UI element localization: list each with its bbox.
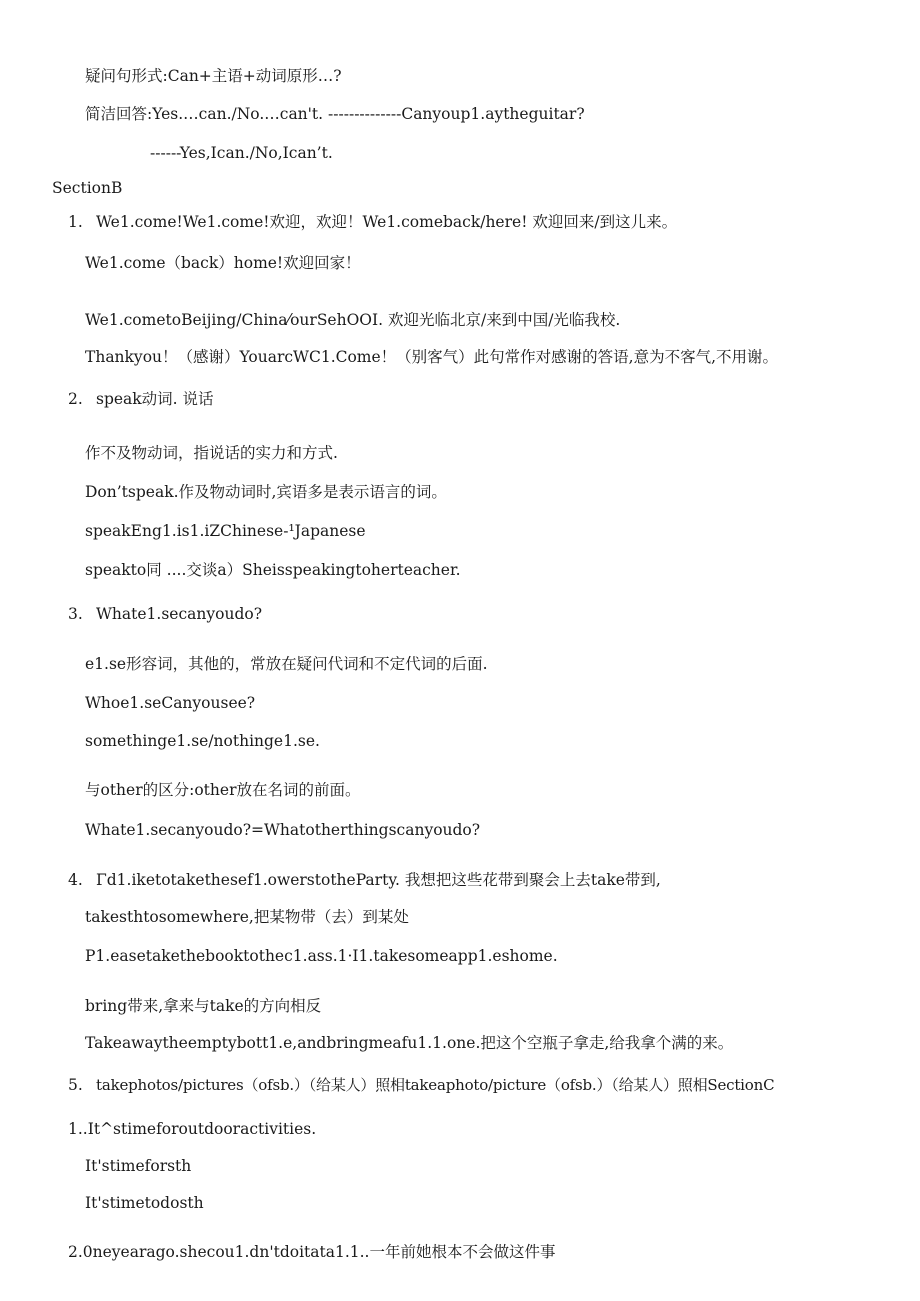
item-3-line-6: Whate1.secanyoudo?=Whatotherthingscanyoudo? xyxy=(85,821,481,839)
section-c-item-2: 2.0neyearago.shecou1.dn'tdoitata1.1..一年前她根本不会做这件事 xyxy=(68,1243,556,1261)
short-answer-line: 简洁回答:Yes.…can./No.…can't. --------------Canyoup1.aytheguitar? xyxy=(85,105,585,123)
item-4-line-2: takesthtosomewhere,把某物带（去）到某处 xyxy=(85,908,409,926)
item-5-first-line xyxy=(68,1075,774,1095)
item-4-number: 4. xyxy=(68,871,83,889)
section-c-item-1: 1..It^stimeforoutdooractivities. xyxy=(68,1120,317,1138)
section-c-item-1-line-2: It'stimeforsth xyxy=(85,1157,192,1175)
item-2-first-line xyxy=(68,389,214,409)
section-c-item-1-line-3: It'stimetodosth xyxy=(85,1194,204,1212)
item-5-number: 5. xyxy=(68,1076,83,1094)
item-2-line-5: speakto同 ....交谈a）Sheisspeakingtoherteacher. xyxy=(85,561,461,579)
item-5-text: takephotos/pictures（ofsb.）（给某人）照相takeaphoto/picture（ofsb.）（给某人）照相SectionC xyxy=(96,1076,775,1094)
item-2-line-3: Don’tspeak.作及物动词时,宾语多是表示语言的词。 xyxy=(85,483,447,501)
item-3-first-line xyxy=(68,604,262,624)
item-2-line-2: 作不及物动词，指说话的实力和方式. xyxy=(85,444,338,462)
item-2-text: speak动词. 说话 xyxy=(96,390,214,408)
item-4-line-5: Takeawaytheemptybott1.e,andbringmeafu1.1.one.把这个空瓶子拿走,给我拿个满的来。 xyxy=(85,1034,734,1052)
item-1-line-4: Thankyou！（感谢）YouarcWC1.Come！（别客气）此句常作对感谢的答语,意为不客气,不用谢。 xyxy=(85,348,779,366)
item-3-line-5: 与other的区分:other放在名词的前面。 xyxy=(85,781,361,799)
item-4-line-4: bring带来,拿来与take的方向相反 xyxy=(85,997,322,1015)
answer-example-line: ------Yes,Ican./No,Ican’t. xyxy=(150,144,333,162)
item-3-number: 3. xyxy=(68,605,83,623)
item-1-line-2: We1.come（back）home!欢迎回家！ xyxy=(85,254,361,272)
question-form-line: 疑问句形式:Can+主语+动词原形…? xyxy=(85,67,342,85)
item-3-line-3: Whoe1.seCanyousee? xyxy=(85,694,256,712)
item-3-line-4: somethinge1.se/nothinge1.se. xyxy=(85,732,320,750)
item-4-text: Γd1.iketotakethesef1.owerstotheParty. 我想把这些花带到聚会上去take带到, xyxy=(96,871,661,889)
item-2-line-4: speakEng1.is1.iZChinese-¹Japanese xyxy=(85,522,366,540)
item-1-line-3: We1.cometoBeijing/China⁄ourSehOOI. 欢迎光临北京/来到中国/光临我校. xyxy=(85,311,621,329)
section-b-heading: SectionB xyxy=(52,179,123,197)
item-3-text: Whate1.secanyoudo? xyxy=(96,605,263,623)
item-3-line-2: e1.se形容词，其他的，常放在疑问代词和不定代词的后面. xyxy=(85,655,488,673)
item-1-text: We1.come!We1.come!欢迎，欢迎！We1.comeback/here! 欢迎回来/到这儿来。 xyxy=(96,213,678,231)
item-4-first-line xyxy=(68,870,661,890)
item-1-number: 1. xyxy=(68,213,83,231)
item-4-line-3: P1.easetakethebooktothec1.ass.1·I1.takesomeapp1.eshome. xyxy=(85,947,558,965)
item-1-first-line xyxy=(68,212,677,232)
item-2-number: 2. xyxy=(68,390,83,408)
